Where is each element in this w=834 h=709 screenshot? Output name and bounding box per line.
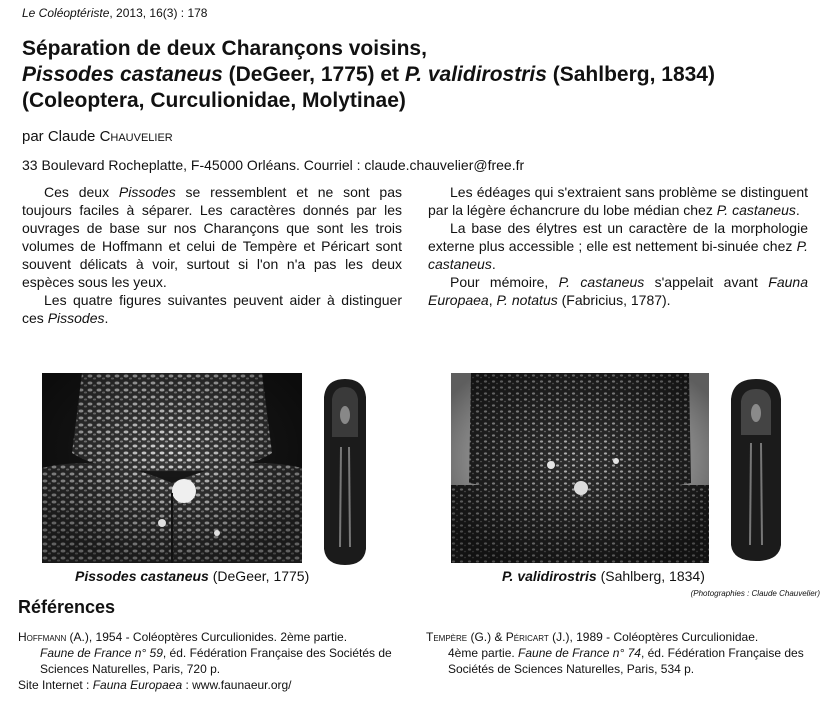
reference-entry: Hoffmann (A.), 1954 - Coléoptères Curculionides. 2ème partie. <box>18 630 348 644</box>
title-line-1: Séparation de deux Charançons voisins, <box>22 37 427 60</box>
text-column-right <box>428 183 808 309</box>
title-line-3: (Coleoptera, Curculionidae, Molytinae) <box>22 89 406 112</box>
author-prefix: par Claude <box>22 128 100 145</box>
reference-entry: Tempère (G.) & Péricart (J.), 1989 - Coléoptères Curculionidae. <box>426 630 759 644</box>
reference-hoffmann: Hoffmann (A.), 1954 - Coléoptères Curculionides. 2ème partie. Faune de France n° 59, éd. Fédération Française des Sociétés de Sciences Naturelles, Paris, 720 p. Site Internet : Fauna Europaea : www.faunaeur.org/ <box>18 629 410 693</box>
paragraph: Les édéages qui s'extraient sans problème se distinguent par la légère échancrure du lobe médian chez P. castaneus. <box>428 184 808 218</box>
title-line-2 <box>22 62 812 88</box>
caption-author: (Sahlberg, 1834) <box>596 568 705 584</box>
title-species-1: Pissodes castaneus <box>22 63 223 86</box>
paragraph: Ces deux Pissodes se ressemblent et ne sont pas toujours faciles à séparer. Les caractères donnés par les ouvrages de base sur nos Charançons que sont les trois volumes de Hoffmann et celui de Tempère et Péricart sont souvent délicats à voir, surtout si l'on n'a pas les deux espèces sous les yeux. <box>22 184 402 290</box>
photo-aedeagus-castaneus <box>316 377 374 567</box>
title-author-2: (Sahlberg, 1834) <box>546 63 715 86</box>
caption-species: Pissodes castaneus <box>75 568 209 584</box>
photo-elytra-validirostris <box>451 373 709 563</box>
caption-castaneus <box>75 568 309 584</box>
photo-credit: (Photographies : Claude Chauvelier) <box>690 589 820 598</box>
caption-validirostris <box>502 568 705 584</box>
caption-author: (DeGeer, 1775) <box>208 568 310 584</box>
author-line <box>22 128 173 145</box>
title-author-1: (DeGeer, 1775) <box>222 63 381 86</box>
paragraph: La base des élytres est un caractère de la morphologie externe plus accessible ; elle est nettement bi-sinuée chez P. castaneus. <box>428 220 808 272</box>
journal-issue: , 2013, 16(3) : 178 <box>109 6 208 20</box>
website-reference: Site Internet : Fauna Europaea : www.faunaeur.org/ <box>18 678 292 692</box>
references-heading: Références <box>18 597 116 617</box>
caption-species: P. validirostris <box>502 568 597 584</box>
reference-tempere-pericart: Tempère (G.) & Péricart (J.), 1989 - Coléoptères Curculionidae. 4ème partie. Faune de France n° 74, éd. Fédération Française des Sociétés de Sciences Naturelles, Paris, 534 p. <box>426 629 818 677</box>
text-column-left <box>22 183 402 327</box>
paragraph: Les quatre figures suivantes peuvent aider à distinguer ces Pissodes. <box>22 292 402 326</box>
author-address: 33 Boulevard Rocheplatte, F-45000 Orléans. Courriel : claude.chauvelier@free.fr <box>22 157 525 173</box>
journal-name: Le Coléoptériste <box>22 6 110 20</box>
photo-elytra-castaneus <box>42 373 302 563</box>
paragraph: Pour mémoire, P. castaneus s'appelait avant Fauna Europaea, P. notatus (Fabricius, 1787). <box>428 274 808 308</box>
author-surname: Chauvelier <box>99 128 173 145</box>
journal-header <box>22 6 207 20</box>
article-title <box>22 36 812 114</box>
photo-aedeagus-validirostris <box>723 377 789 563</box>
title-species-2: P. validirostris <box>399 63 547 86</box>
title-et: et <box>380 63 400 86</box>
